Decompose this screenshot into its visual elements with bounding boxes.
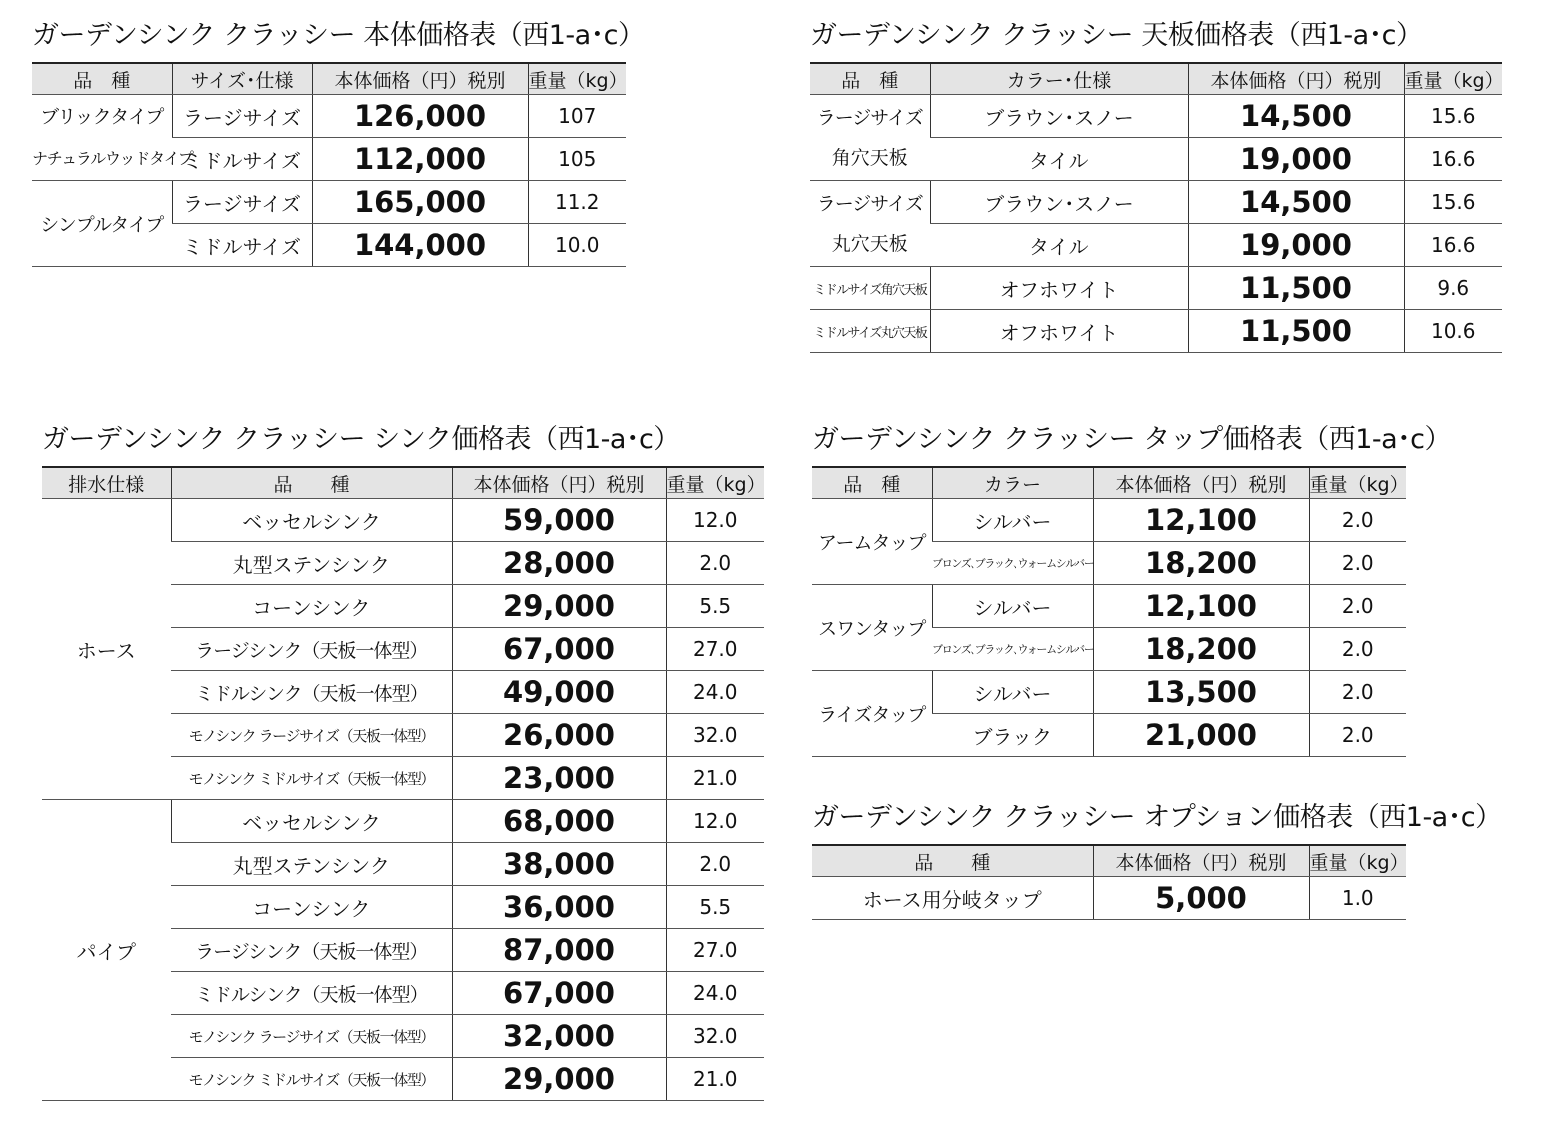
table-row — [42, 800, 764, 843]
price-cell: 12,100 — [1093, 499, 1309, 542]
top-board-price-title: ガーデンシンク クラッシー 天板価格表（西1-a･c） — [810, 20, 1423, 51]
price-cell: 12,100 — [1093, 585, 1309, 628]
drain-type-cell: ホース — [42, 499, 171, 800]
column-header: 本体価格（円）税別 — [1093, 467, 1309, 499]
table-row — [810, 310, 1502, 353]
group-cell — [32, 95, 193, 181]
price-cell: 112,000 — [312, 138, 528, 181]
color-cell: シルバー — [932, 499, 1093, 542]
column-header: 品 種 — [171, 467, 452, 499]
weight-cell: 27.0 — [666, 628, 764, 671]
price-cell: 28,000 — [452, 542, 666, 585]
price-cell: 5,000 — [1093, 877, 1309, 920]
weight-cell: 32.0 — [666, 1015, 764, 1058]
sink-name-cell: ラージシンク（天板一体型） — [171, 929, 452, 972]
spec-cell: ミドルサイズ — [172, 224, 312, 267]
table-row — [812, 585, 1406, 628]
spec-cell: ラージサイズ — [172, 95, 312, 138]
body-price-table — [32, 62, 626, 267]
sink-name-cell: ミドルシンク（天板一体型） — [171, 972, 452, 1015]
weight-cell: 105 — [528, 138, 626, 181]
sink-name-cell: モノシンク ラージサイズ（天板一体型） — [171, 714, 452, 757]
sink-name-cell: ラージシンク（天板一体型） — [171, 628, 452, 671]
price-cell: 38,000 — [452, 843, 666, 886]
group-label: ラージサイズ — [816, 106, 923, 129]
body-price-section — [32, 16, 645, 267]
price-cell: 23,000 — [452, 757, 666, 800]
sink-name-cell: ベッセルシンク — [171, 800, 452, 843]
color-cell: ブラック — [932, 714, 1093, 757]
weight-cell: 16.6 — [1404, 224, 1502, 267]
table-row — [812, 499, 1406, 542]
table-row — [42, 499, 764, 542]
column-header: 排水仕様 — [42, 467, 171, 499]
column-header: 品 種 — [812, 845, 1093, 877]
weight-cell: 10.0 — [528, 224, 626, 267]
sink-name-cell: モノシンク ラージサイズ（天板一体型） — [171, 1015, 452, 1058]
table-header-row — [812, 467, 1406, 499]
table-row — [32, 95, 626, 138]
table-row — [810, 95, 1502, 138]
group-label: ラージサイズ — [816, 192, 923, 215]
option-price-section — [812, 798, 1502, 920]
price-cell: 11,500 — [1188, 310, 1404, 353]
weight-cell: 15.6 — [1404, 181, 1502, 224]
weight-cell: 2.0 — [666, 542, 764, 585]
color-cell: ブラウン･スノー — [930, 181, 1188, 224]
weight-cell: 2.0 — [1309, 671, 1406, 714]
column-header: 品 種 — [810, 63, 930, 95]
price-cell: 87,000 — [452, 929, 666, 972]
sink-name-cell: 丸型ステンシンク — [171, 843, 452, 886]
column-header: 品 種 — [812, 467, 932, 499]
price-cell: 18,200 — [1093, 542, 1309, 585]
group-label: 角穴天板 — [831, 146, 908, 169]
price-cell: 36,000 — [452, 886, 666, 929]
tap-type-cell: アームタップ — [812, 499, 932, 585]
table-header-row — [810, 63, 1502, 95]
price-cell: 165,000 — [312, 181, 528, 224]
price-cell: 67,000 — [452, 972, 666, 1015]
weight-cell: 2.0 — [666, 843, 764, 886]
color-cell: オフホワイト — [930, 310, 1188, 353]
tap-type-cell: スワンタップ — [812, 585, 932, 671]
spec-cell: ミドルサイズ — [172, 138, 312, 181]
table-header-row — [42, 467, 764, 499]
price-cell: 11,500 — [1188, 267, 1404, 310]
sink-name-cell: コーンシンク — [171, 886, 452, 929]
weight-cell: 12.0 — [666, 800, 764, 843]
weight-cell: 2.0 — [1309, 499, 1406, 542]
price-cell: 14,500 — [1188, 95, 1404, 138]
table-row — [812, 877, 1406, 920]
sink-name-cell: モノシンク ミドルサイズ（天板一体型） — [171, 1058, 452, 1101]
weight-cell: 10.6 — [1404, 310, 1502, 353]
color-cell: タイル — [930, 224, 1188, 267]
weight-cell: 12.0 — [666, 499, 764, 542]
option-name-cell: ホース用分岐タップ — [812, 877, 1093, 920]
body-price-title: ガーデンシンク クラッシー 本体価格表（西1-a･c） — [32, 20, 645, 51]
sink-price-section — [42, 420, 764, 1101]
table-header-row — [812, 845, 1406, 877]
column-header: 重量（kg） — [666, 467, 764, 499]
table-row — [810, 267, 1502, 310]
option-price-title: ガーデンシンク クラッシー オプション価格表（西1-a･c） — [812, 802, 1502, 833]
column-header: カラー — [932, 467, 1093, 499]
top-board-price-table — [810, 62, 1502, 353]
weight-cell: 11.2 — [528, 181, 626, 224]
sink-name-cell: ベッセルシンク — [171, 499, 452, 542]
column-header: カラー･仕様 — [930, 63, 1188, 95]
color-cell: オフホワイト — [930, 267, 1188, 310]
weight-cell: 16.6 — [1404, 138, 1502, 181]
color-cell: ブロンズ､ブラック､ウォームシルバー — [932, 628, 1093, 671]
price-cell: 19,000 — [1188, 138, 1404, 181]
weight-cell: 32.0 — [666, 714, 764, 757]
group-cell: ミドルサイズ丸穴天板 — [810, 310, 930, 353]
column-header: 重量（kg） — [1404, 63, 1502, 95]
tap-type-cell: ライズタップ — [812, 671, 932, 757]
price-cell: 67,000 — [452, 628, 666, 671]
group-cell — [810, 95, 930, 181]
column-header: 重量（kg） — [1309, 467, 1406, 499]
column-header: 品 種 — [32, 63, 172, 95]
column-header: サイズ･仕様 — [172, 63, 312, 95]
weight-cell: 2.0 — [1309, 585, 1406, 628]
price-cell: 32,000 — [452, 1015, 666, 1058]
price-cell: 49,000 — [452, 671, 666, 714]
price-cell: 126,000 — [312, 95, 528, 138]
tap-price-table — [812, 466, 1409, 757]
column-header: 本体価格（円）税別 — [452, 467, 666, 499]
price-cell: 144,000 — [312, 224, 528, 267]
tap-price-section — [812, 420, 1451, 757]
weight-cell: 5.5 — [666, 585, 764, 628]
weight-cell: 24.0 — [666, 972, 764, 1015]
top-board-price-section — [810, 16, 1502, 353]
sink-price-title: ガーデンシンク クラッシー シンク価格表（西1-a･c） — [42, 424, 680, 455]
price-cell: 29,000 — [452, 1058, 666, 1101]
group-label: ブリックタイプ — [40, 105, 164, 128]
tap-price-title: ガーデンシンク クラッシー タップ価格表（西1-a･c） — [812, 424, 1452, 455]
option-price-table — [812, 844, 1409, 920]
weight-cell: 15.6 — [1404, 95, 1502, 138]
price-cell: 21,000 — [1093, 714, 1309, 757]
weight-cell: 21.0 — [666, 1058, 764, 1101]
weight-cell: 9.6 — [1404, 267, 1502, 310]
group-label: ナチュラルウッドタイプ — [32, 148, 193, 168]
price-cell: 18,200 — [1093, 628, 1309, 671]
weight-cell: 27.0 — [666, 929, 764, 972]
table-header-row — [32, 63, 626, 95]
table-row — [812, 671, 1406, 714]
color-cell: ブラウン･スノー — [930, 95, 1188, 138]
price-cell: 14,500 — [1188, 181, 1404, 224]
price-cell: 13,500 — [1093, 671, 1309, 714]
price-cell: 29,000 — [452, 585, 666, 628]
weight-cell: 21.0 — [666, 757, 764, 800]
spec-cell: ラージサイズ — [172, 181, 312, 224]
weight-cell: 2.0 — [1309, 542, 1406, 585]
price-cell: 68,000 — [452, 800, 666, 843]
weight-cell: 5.5 — [666, 886, 764, 929]
table-row — [810, 181, 1502, 224]
group-cell — [810, 181, 930, 267]
weight-cell: 1.0 — [1309, 877, 1406, 920]
weight-cell: 107 — [528, 95, 626, 138]
price-cell: 59,000 — [452, 499, 666, 542]
sink-name-cell: 丸型ステンシンク — [171, 542, 452, 585]
weight-cell: 2.0 — [1309, 714, 1406, 757]
sink-name-cell: ミドルシンク（天板一体型） — [171, 671, 452, 714]
sink-price-table — [42, 466, 764, 1101]
drain-type-cell: パイプ — [42, 800, 171, 1101]
column-header: 本体価格（円）税別 — [312, 63, 528, 95]
group-label: 丸穴天板 — [831, 232, 908, 255]
weight-cell: 2.0 — [1309, 628, 1406, 671]
weight-cell: 24.0 — [666, 671, 764, 714]
price-cell: 19,000 — [1188, 224, 1404, 267]
group-cell: ミドルサイズ角穴天板 — [810, 267, 930, 310]
sink-name-cell: コーンシンク — [171, 585, 452, 628]
color-cell: タイル — [930, 138, 1188, 181]
column-header: 本体価格（円）税別 — [1093, 845, 1309, 877]
column-header: 本体価格（円）税別 — [1188, 63, 1404, 95]
color-cell: ブロンズ､ブラック､ウォームシルバー — [932, 542, 1093, 585]
column-header: 重量（kg） — [528, 63, 626, 95]
group-cell: シンプルタイプ — [32, 181, 172, 267]
table-row — [32, 181, 626, 224]
sink-name-cell: モノシンク ミドルサイズ（天板一体型） — [171, 757, 452, 800]
price-cell: 26,000 — [452, 714, 666, 757]
color-cell: シルバー — [932, 671, 1093, 714]
column-header: 重量（kg） — [1309, 845, 1406, 877]
color-cell: シルバー — [932, 585, 1093, 628]
